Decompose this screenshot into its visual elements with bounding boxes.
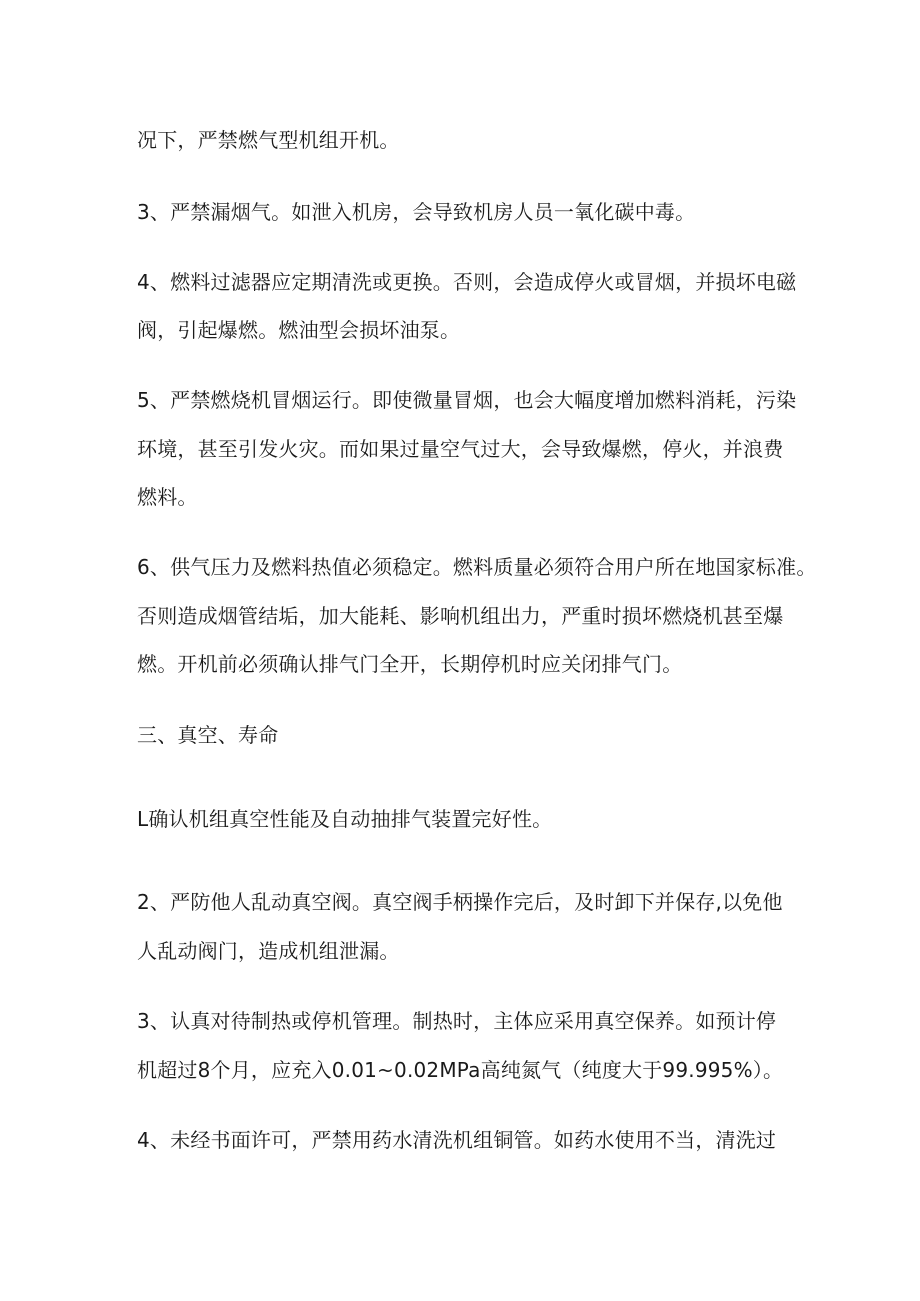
text-line: 机超过8个月，应充入0.01~0.02MPa高纯氮气（纯度大于99.995%）。 — [137, 1058, 784, 1082]
text-line: 人乱动阀门，造成机组泄漏。 — [137, 939, 400, 963]
text-line: 3、认真对待制热或停机管理。制热时，主体应采用真空保养。如预计停 — [137, 1009, 777, 1033]
text-line: 况下，严禁燃气型机组开机。 — [137, 128, 400, 152]
text-line: 3、严禁漏烟气。如泄入机房，会导致机房人员一氧化碳中毒。 — [137, 200, 696, 224]
text-line: 4、未经书面许可，严禁用药水清洗机组铜管。如药水使用不当，清洗过 — [137, 1128, 777, 1152]
text-line: 燃。开机前必须确认排气门全开，长期停机时应关闭排气门。 — [137, 652, 683, 676]
text-line: 否则造成烟管结垢，加大能耗、影响机组出力，严重时损坏燃烧机甚至爆 — [137, 604, 784, 628]
text-line: 4、燃料过滤器应定期清洗或更换。否则，会造成停火或冒烟，并损坏电磁 — [137, 270, 797, 294]
text-line: 阀，引起爆燃。燃油型会损坏油泵。 — [137, 318, 461, 342]
text-line: 5、严禁燃烧机冒烟运行。即使微量冒烟，也会大幅度增加燃料消耗，污染 — [137, 388, 797, 412]
text-line: 2、严防他人乱动真空阀。真空阀手柄操作完后，及时卸下并保存,以免他 — [137, 890, 783, 914]
text-line: L确认机组真空性能及自动抽排气装置完好性。 — [137, 807, 553, 831]
section-heading: 三、真空、寿命 — [137, 723, 279, 747]
text-line: 燃料。 — [137, 485, 198, 509]
text-line: 环境，甚至引发火灾。而如果过量空气过大，会导致爆燃，停火，并浪费 — [137, 437, 784, 461]
text-line: 6、供气压力及燃料热值必须稳定。燃料质量必须符合用户所在地国家标准。 — [137, 555, 817, 579]
